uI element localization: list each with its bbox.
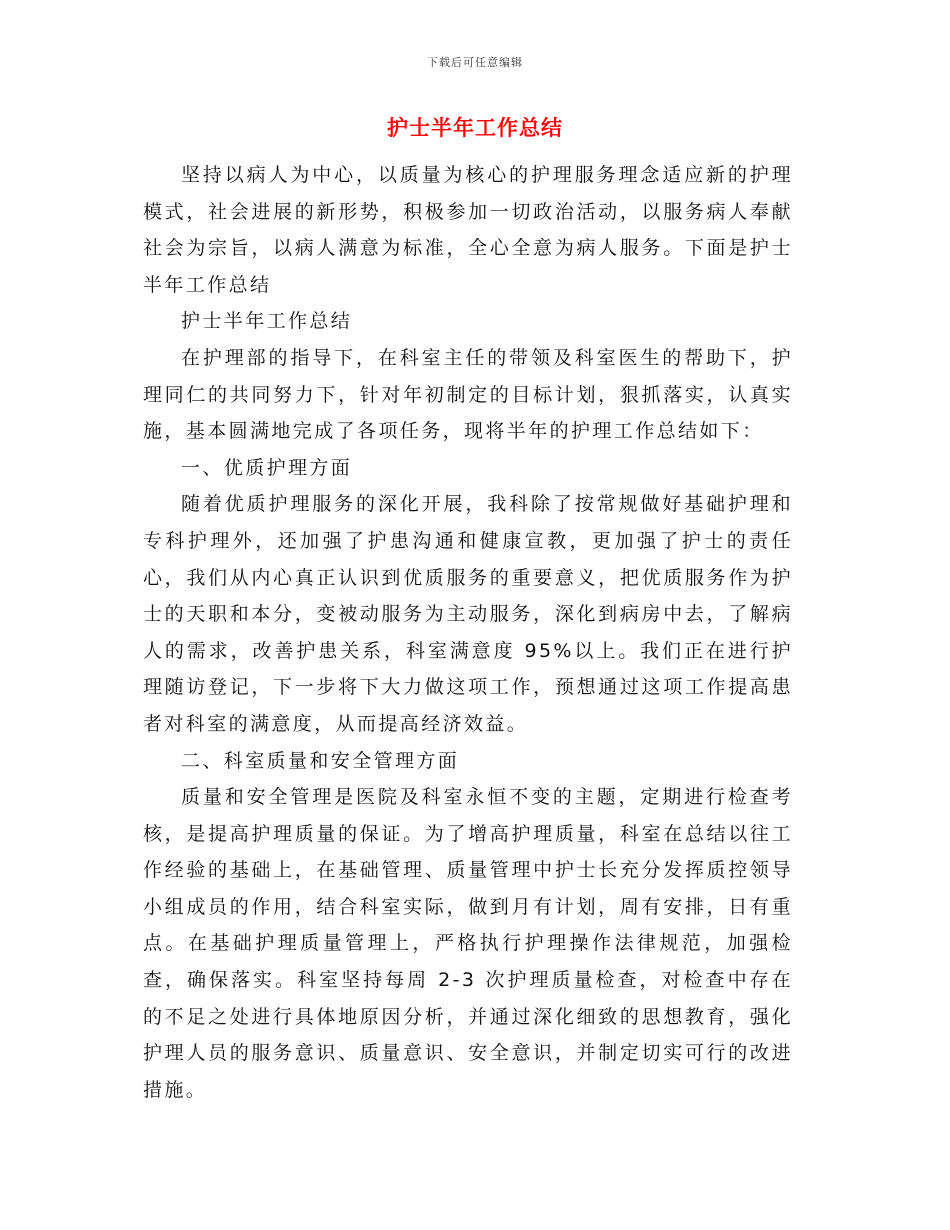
- paragraph-subtitle: 护士半年工作总结: [181, 310, 353, 333]
- paragraph-quality-care: 随着优质护理服务的深化开展，我科除了按常规做好基础护理和专科护理外，还加强了护患沟通和健康宣教，更加强了护士的责任心，我们从内心真正认识到优质服务的重要意义，把优质服务作为护士的天职和本分，变被动服务为主动服务，深化到病房中去，了解病人的需求，改善护患关系，科室满意度 95%以上。我们正在进行护理随访登记，下一步将下大力做这项工作，预想通过这项工作提高患者对科室的满意度，从而提高经济效益。: [143, 493, 793, 735]
- document-title: 护士半年工作总结: [387, 116, 563, 140]
- paragraph-intro: 坚持以病人为中心，以质量为核心的护理服务理念适应新的护理模式，社会进展的新形势，积极参加一切政治活动，以服务病人奉献社会为宗旨，以病人满意为标准，全心全意为病人服务。下面是护士半年工作总结: [143, 164, 793, 296]
- section-heading-quality-care: 一、优质护理方面: [181, 456, 353, 479]
- paragraph-overview: 在护理部的指导下，在科室主任的带领及科室医生的帮助下，护理同仁的共同努力下，针对年初制定的目标计划，狠抓落实，认真实施，基本圆满地完成了各项任务，现将半年的护理工作总结如下：: [143, 346, 793, 443]
- section-heading-safety-management: 二、科室质量和安全管理方面: [181, 749, 460, 772]
- document-body: [143, 157, 793, 1108]
- header-note: 下载后可任意编辑: [427, 56, 523, 69]
- paragraph-safety-management: 质量和安全管理是医院及科室永恒不变的主题，定期进行检查考核，是提高护理质量的保证。为了增高护理质量，科室在总结以往工作经验的基础上，在基础管理、质量管理中护士长充分发挥质控领导小组成员的作用，结合科室实际，做到月有计划，周有安排，日有重点。在基础护理质量管理上，严格执行护理操作法律规范，加强检查，确保落实。科室坚持每周 2-3 次护理质量检查，对检查中存在的不足之处进行具体地原因分析，并通过深化细致的思想教育，强化护理人员的服务意识、质量意识、安全意识，并制定切实可行的改进措施。: [143, 786, 793, 1101]
